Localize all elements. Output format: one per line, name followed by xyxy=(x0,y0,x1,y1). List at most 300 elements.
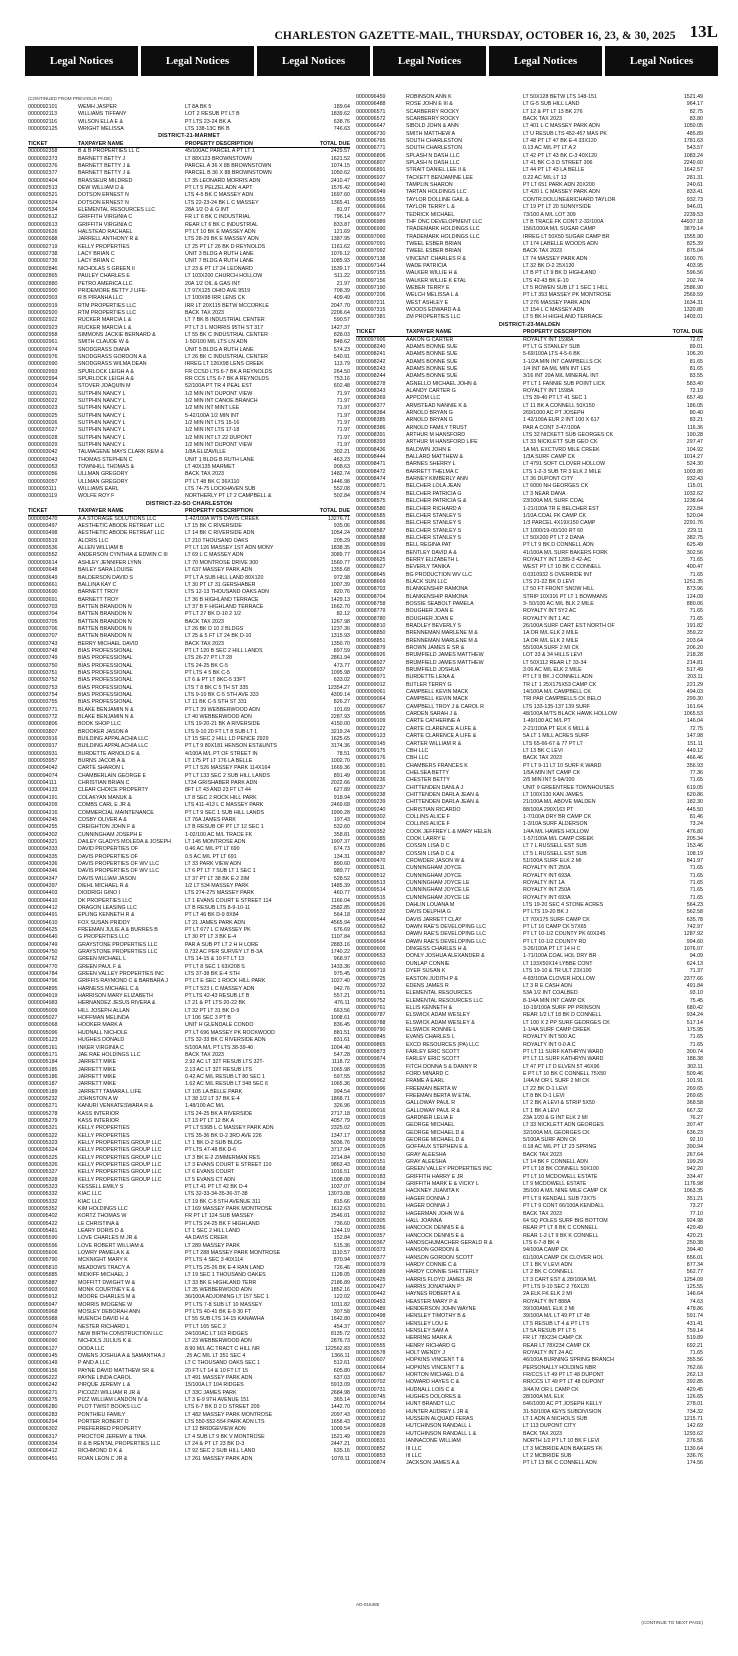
table-row xyxy=(356,1056,703,1063)
ticket-cell: 0000094403 xyxy=(28,890,58,897)
property-cell: 14/100A M/L CAMPBELL CK xyxy=(523,689,591,696)
taxpayer-cell: BURDETTE ARNOLD E & xyxy=(78,750,140,757)
property-cell: 0.22 AC M/L LT 13 xyxy=(523,174,567,181)
table-row xyxy=(356,1027,703,1034)
taxpayer-cell: COSSIN LISA D C & xyxy=(406,850,455,857)
table-row xyxy=(356,1291,703,1298)
table-row xyxy=(28,920,350,927)
total-due-cell: 1107.84 xyxy=(331,934,350,941)
taxpayer-cell: STRAIT DANIEL LEE II & xyxy=(406,167,467,174)
ticket-cell: 0000099788 xyxy=(356,1019,386,1026)
property-cell: REAR 1/2 LT 18 BK D CONNELL xyxy=(523,1012,602,1019)
property-cell: PT LT 8 SEC 1 63X208 S xyxy=(185,963,245,970)
ticket-cell: 0000093917 xyxy=(28,743,58,750)
total-due-cell: 202.74 xyxy=(686,277,703,284)
ticket-cell: 0000093053 xyxy=(28,464,58,471)
property-cell: 1A OR M/L ELK 2 MILE xyxy=(523,637,579,644)
table-row xyxy=(28,163,350,170)
property-cell: IRREG LT 126X98 LENS CREEK xyxy=(185,361,264,368)
ticket-cell: 0000100379 xyxy=(356,1261,386,1268)
property-cell: UNIT 7 BLDG A RUTH LANE xyxy=(185,258,254,265)
ticket-cell: 0000094625 xyxy=(28,927,58,933)
table-row xyxy=(28,876,350,883)
total-due-cell: 276.56 xyxy=(686,1438,703,1445)
ticket-cell: 0000100578 xyxy=(356,1350,386,1357)
ticket-cell: 0000092900 xyxy=(28,287,58,294)
table-row xyxy=(28,846,350,853)
total-due-cell: 1576.42 xyxy=(330,185,350,192)
table-row xyxy=(28,170,350,177)
table-row xyxy=(28,405,350,412)
table-row xyxy=(28,868,350,875)
total-due-cell: 122562.83 xyxy=(324,1345,350,1352)
ticket-cell: 0000099952 xyxy=(356,1070,386,1077)
ticket-cell: 0000095328 xyxy=(28,1176,58,1183)
property-cell: LT 1 BK D-2 SUB BLDG xyxy=(185,1139,242,1146)
total-due-cell: 509.46 xyxy=(686,1070,703,1077)
table-row xyxy=(28,442,350,449)
table-row xyxy=(28,516,350,523)
table-row xyxy=(356,674,703,681)
taxpayer-cell: GALLOWAY PAUL R & xyxy=(406,1107,461,1114)
total-due-cell: 552.08 xyxy=(333,486,350,493)
total-due-cell: 73.24 xyxy=(689,821,703,828)
total-due-cell: 278.01 xyxy=(686,1401,703,1408)
taxpayer-cell: GRAYSTONE PROPERTIES LLC xyxy=(78,949,158,956)
table-row xyxy=(356,1130,703,1137)
ticket-cell: 0000092958 xyxy=(28,331,58,338)
taxpayer-cell: HENSLEY SAM A xyxy=(406,1328,449,1334)
ticket-cell: 0000094347 xyxy=(28,875,58,882)
total-due-cell: 841.97 xyxy=(686,858,703,864)
ticket-cell: 0000096077 xyxy=(28,1330,58,1337)
total-due-cell: 547.28 xyxy=(333,1051,350,1058)
property-cell: LT 50X200 PT LT 2 DANA xyxy=(523,534,585,541)
property-cell: 8FT LT 43 AND 23 FT LT 44 xyxy=(185,787,251,794)
total-due-cell: 5913.09 xyxy=(330,1382,350,1389)
property-cell: TRI PAR CAMPBELLS CK BELO xyxy=(523,696,602,703)
total-due-cell: 1016.51 xyxy=(330,1169,350,1176)
total-due-cell: 1485.39 xyxy=(330,882,350,889)
taxpayer-cell: CROWDER JASON W & xyxy=(406,858,465,864)
taxpayer-cell: ARNOLD FAMILY TRUST xyxy=(406,424,467,431)
property-cell: PT LT 10 MCDOWELL ESTATE xyxy=(523,1173,598,1180)
ticket-cell: 0000096990 xyxy=(356,226,386,233)
taxpayer-cell: GRIFFITH VIRGINIA C xyxy=(78,214,133,221)
table-row xyxy=(356,535,703,542)
property-cell: LTS 19-10 & TR ULT 23X100 xyxy=(523,968,592,975)
ticket-cell: 0000095481 xyxy=(28,1228,58,1235)
property-cell: CONTR.DOLLINE&RICHARD TAYLOR xyxy=(523,196,616,203)
table-row xyxy=(28,942,350,949)
table-row xyxy=(28,1052,350,1059)
ticket-cell: 0000100702 xyxy=(356,1379,386,1386)
taxpayer-cell: TAYLOR DOLLINE GAIL & xyxy=(406,196,469,203)
total-due-cell: 532.60 xyxy=(333,824,350,831)
ticket-cell: 0000100664 xyxy=(356,1364,386,1371)
taxpayer-cell: CBH LLC xyxy=(406,747,429,754)
ticket-cell: 0000095606 xyxy=(28,1250,58,1257)
table-row xyxy=(28,978,350,985)
property-cell: LT 9 MCDOWELL ESTATE xyxy=(523,1181,587,1188)
taxpayer-cell: COOK LARRY E xyxy=(406,835,446,842)
total-due-cell: 1161.62 xyxy=(331,243,350,250)
property-cell: LTS 274-275 MASSEY PARK xyxy=(185,890,255,897)
ticket-cell: 0000092373 xyxy=(28,155,58,162)
taxpayer-cell: COLLINS ALICE F xyxy=(406,821,450,828)
total-due-cell: 908.63 xyxy=(333,464,350,471)
taxpayer-cell: GREEN VALLEY PROPERTIES INC xyxy=(406,1166,492,1173)
taxpayer-cell: CREIGHTON JOHN F & xyxy=(78,824,136,831)
table-row xyxy=(28,1309,350,1316)
property-cell: 5-42/100A 1/2 MIN INT xyxy=(185,412,240,419)
ticket-cell: 0000100183 xyxy=(356,1173,386,1180)
ticket-cell: 0000097092 xyxy=(356,248,386,255)
taxpayer-cell: WOODS EDWARD A & xyxy=(406,306,461,313)
ticket-cell: 0000096730 xyxy=(356,130,386,137)
ticket-cell: 0000100292 xyxy=(356,1210,386,1217)
ticket-cell: 0000093755 xyxy=(28,699,58,706)
total-due-cell: 191.82 xyxy=(686,623,703,629)
ticket-cell: 0000100427 xyxy=(356,1283,386,1290)
total-due-cell: 4565.94 xyxy=(330,919,350,926)
table-row xyxy=(356,1233,703,1240)
ticket-cell: 0000095123 xyxy=(28,1037,58,1044)
taxpayer-cell: COMMERCIAL MAINTENANCE xyxy=(78,809,154,816)
total-due-cell: 620.86 xyxy=(686,791,703,798)
property-cell: IRREG LT 50X50 SUGAR CAMP BR xyxy=(523,233,610,240)
ticket-cell: 0000094410 xyxy=(28,897,58,904)
table-row xyxy=(356,1034,703,1041)
table-row xyxy=(356,1394,703,1401)
taxpayer-cell: SCARBERRY ROCKY xyxy=(406,116,460,123)
taxpayer-cell: BELCHER STANLEY S xyxy=(406,534,462,541)
ticket-cell: 0000099175 xyxy=(356,747,386,754)
taxpayer-cell: TRADEMARK HOLDINGS LLC xyxy=(406,233,480,240)
ticket-cell: 0000097206 xyxy=(356,292,386,299)
total-due-cell: 104.92 xyxy=(686,446,703,453)
taxpayer-cell: COLLINS ALICE F xyxy=(406,813,450,820)
property-cell: 46/100A BURNING SPRING BRANCH xyxy=(523,1357,614,1364)
property-cell: LT 13 BK C LEVI xyxy=(523,747,563,754)
taxpayer-cell: GREEN MICHAEL L xyxy=(78,956,127,963)
taxpayer-cell: BALLINA KAY C xyxy=(78,581,117,588)
taxpayer-cell: BLANKENSHIP RAMONA xyxy=(406,586,468,593)
ticket-cell: 0000096571 xyxy=(356,108,386,115)
ticket-cell: 0000098240 xyxy=(356,343,386,350)
total-due-cell: 73.27 xyxy=(689,1203,703,1210)
total-due-cell: 101.91 xyxy=(686,1078,703,1085)
total-due-cell: 147.98 xyxy=(686,733,703,740)
table-row xyxy=(28,699,350,706)
total-due-cell: 1085.93 xyxy=(330,258,350,265)
ticket-cell: 0000092739 xyxy=(28,258,58,265)
ticket-cell: 0000094209 xyxy=(28,802,58,809)
taxpayer-cell: KORTZ THOMAS W xyxy=(78,1213,127,1220)
property-cell: FR LT 78X234 CAMP CK xyxy=(523,1335,583,1342)
total-due-cell: 1095.98 xyxy=(330,669,350,676)
property-cell: 1-7/100A DRY BR CAMP CK xyxy=(523,813,592,820)
property-cell: 26/100A SURF CART EST NORTH OF xyxy=(523,623,615,629)
total-due-cell: 605.80 xyxy=(333,1367,350,1374)
taxpayer-cell: BIAS PROFESSIONAL xyxy=(78,655,133,662)
ticket-cell: 0000095187 xyxy=(28,1081,58,1088)
total-due-cell: 676.69 xyxy=(333,927,350,933)
taxpayer-cell: FREEMAN JULIE A & BURRES B xyxy=(78,927,158,933)
property-cell: REAR PT LT 8 BK C CONNELL xyxy=(523,1225,598,1232)
table-row xyxy=(356,550,703,557)
total-due-cell: 2469.68 xyxy=(330,802,350,809)
table-row xyxy=(356,1269,703,1276)
total-due-cell: 1347.17 xyxy=(330,1132,350,1139)
ticket-cell: 0000096412 xyxy=(28,1448,58,1455)
property-cell: LT 41 BK C-3 D STREET 306 xyxy=(523,160,593,167)
taxpayer-cell: GOFFAUX STEPHEN E & xyxy=(406,1144,468,1151)
taxpayer-cell: HAGER DONNA J xyxy=(406,1195,450,1202)
table-row xyxy=(356,946,703,953)
taxpayer-cell: ROBINSON ANN K xyxy=(406,94,452,100)
table-row xyxy=(28,1360,350,1367)
table-row xyxy=(356,1379,703,1386)
taxpayer-cell: GREEN VALLEY PROPERTIES INC xyxy=(78,971,164,978)
taxpayer-cell: MEADOWS TRACY A xyxy=(78,1264,130,1271)
property-cell: PERSONALLY HOLDING NBR xyxy=(523,1364,597,1371)
taxpayer-cell: SPURLOCK LEIGH A & xyxy=(78,368,134,375)
total-due-cell: 199.29 xyxy=(686,1159,703,1166)
taxpayer-cell: BROWN JAMES E SR & xyxy=(406,645,465,652)
masthead-title: CHARLESTON GAZETTE-MAIL, THURSDAY, OCTOBER 16, 23, & 30, 2025 xyxy=(274,30,676,42)
taxpayer-cell: BURNS JACOB A & xyxy=(78,758,126,765)
table-row xyxy=(356,1365,703,1372)
ticket-cell: 0000095096 xyxy=(28,1029,58,1036)
ticket-cell: 0000098780 xyxy=(356,615,386,622)
total-due-cell: 946.01 xyxy=(686,204,703,211)
ticket-cell: 0000099653 xyxy=(356,953,386,960)
table-row xyxy=(28,1089,350,1096)
property-cell: LT B TRACE FK CONT 2-32/100A xyxy=(523,218,604,225)
ticket-cell: 0000093648 xyxy=(28,567,58,574)
taxpayer-cell: DAVIS WILLIAM JASON xyxy=(78,875,136,882)
table-row xyxy=(356,1335,703,1342)
table-row xyxy=(356,182,703,189)
total-due-cell: 71.97 xyxy=(336,390,350,397)
table-row xyxy=(28,236,350,243)
property-cell: 1.48/100 AC M/L xyxy=(185,1103,225,1110)
taxpayer-cell: DYER SUSAN K xyxy=(406,968,446,975)
taxpayer-cell: SUTPHIN NANCY L xyxy=(78,390,126,397)
property-cell: LT 42 PT LT 43 BK C-3 40X120 xyxy=(523,152,598,159)
total-due-cell: 574.23 xyxy=(333,346,350,353)
table-row xyxy=(28,1081,350,1088)
property-cell: LT 92 SEC 2 SUB HILL LAND xyxy=(185,1448,256,1455)
table-row xyxy=(356,167,703,174)
ticket-cell: 0000093690 xyxy=(28,589,58,596)
table-row xyxy=(356,498,703,505)
taxpayer-cell: SIBOLD JOHN & ANN xyxy=(406,123,459,130)
table-row xyxy=(356,711,703,718)
total-due-cell: 269.65 xyxy=(686,1085,703,1092)
property-cell: LT 15 BK C RIVERSIDE xyxy=(185,523,242,530)
ticket-cell: 0000100289 xyxy=(356,1195,386,1202)
table-row xyxy=(28,773,350,780)
taxpayer-cell: BELCHER LOLA JEAN xyxy=(406,483,461,490)
property-cell: PARCEL B 36 X 88 BROWNSTOWN xyxy=(185,170,272,177)
ticket-cell: 0000098242 xyxy=(356,358,386,365)
property-cell: PT LT A SUB HILL LAND 80X120 xyxy=(185,574,264,581)
table-row xyxy=(356,395,703,402)
property-cell: PT LT 48 BK C 36X110 xyxy=(185,478,240,485)
property-cell: 35/100 A M/L NINE MILE CAMP CK xyxy=(523,1188,608,1195)
property-cell: PT LT 9 BK D CONNELL ADN xyxy=(523,542,594,549)
total-due-cell: 1238.64 xyxy=(683,498,703,505)
ticket-cell: 0000100291 xyxy=(356,1203,386,1210)
table-row xyxy=(356,314,703,321)
property-cell: 1/2 MIN INT CANOE BRANCH xyxy=(185,398,258,404)
ticket-cell: 0000098627 xyxy=(356,564,386,571)
property-cell: WEST PT LT 10 BK C CONNELL xyxy=(523,564,602,571)
table-row xyxy=(28,229,350,236)
property-cell: LT C THOUSAND OAKS SEC 1 xyxy=(185,1360,261,1367)
property-cell: 73/100 A M/L LOT 309 xyxy=(523,211,576,218)
table-row xyxy=(28,898,350,905)
table-row xyxy=(28,1067,350,1074)
total-due-cell: 299.30 xyxy=(686,696,703,703)
property-cell: LT 482 MASSEY PARK MONTROSE xyxy=(185,1411,273,1418)
ticket-cell: 0000095968 xyxy=(28,1308,58,1315)
total-due-cell: 583.40 xyxy=(686,380,703,387)
property-cell: 1/2 MIN INT MINT LEE xyxy=(185,405,240,412)
total-due-cell: 1697.60 xyxy=(330,192,350,199)
table-row xyxy=(28,663,350,670)
total-due-cell: 1004.40 xyxy=(330,1044,350,1051)
property-cell: LT 175 PT LT 176 LA BELLE xyxy=(185,758,253,765)
total-due-cell: 264.50 xyxy=(333,368,350,375)
taxpayer-cell: CHITTENDEN DANLA J xyxy=(406,784,464,791)
total-due-cell: 1907.37 xyxy=(330,838,350,845)
table-row xyxy=(28,1441,350,1448)
taxpayer-cell: AAKON G CARTER xyxy=(406,336,454,343)
property-cell: BACK TAX 2023 xyxy=(523,1210,562,1217)
table-row xyxy=(28,1434,350,1441)
total-due-cell: 21.97 xyxy=(336,280,350,287)
ticket-cell: 0000093042 xyxy=(28,449,58,456)
total-due-cell: 125.55 xyxy=(686,1283,703,1290)
property-cell: 41/100A M/L SURF BAKERS FORK xyxy=(523,549,608,556)
total-due-cell: 82.75 xyxy=(689,108,703,115)
property-cell: LT 7 L RUSSELL EST SUB xyxy=(523,843,587,850)
total-due-cell: 1446.98 xyxy=(330,478,350,485)
table-row xyxy=(356,557,703,564)
table-row xyxy=(356,1196,703,1203)
total-due-cell: 81.46 xyxy=(689,813,703,820)
total-due-cell: 82.12 xyxy=(336,611,350,618)
table-row xyxy=(28,1228,350,1235)
ticket-cell: 0000099387 xyxy=(356,850,386,857)
ticket-cell: 0000092613 xyxy=(28,221,58,228)
table-row xyxy=(356,226,703,233)
total-due-cell: 1365.41 xyxy=(330,199,350,206)
total-due-cell: 597.55 xyxy=(333,1073,350,1080)
table-row xyxy=(28,178,350,185)
property-cell: ROYALTY INT 1598A xyxy=(523,336,574,343)
ticket-cell: 0000092521 xyxy=(28,192,58,199)
total-due-cell: 250.38 xyxy=(686,1239,703,1246)
taxpayer-cell: WOLFE ROY F xyxy=(78,493,115,500)
table-row xyxy=(356,1372,703,1379)
taxpayer-cell: ADAMS BONNE SUE xyxy=(406,365,458,372)
ticket-cell: 0000092993 xyxy=(28,368,58,375)
ticket-cell: 0000093023 xyxy=(28,405,58,412)
property-cell: 0.0310932 S OVERRIDE INT xyxy=(523,571,593,578)
property-cell: LT 637 MASSEY PARK ADN xyxy=(185,567,253,574)
table-row xyxy=(28,1221,350,1228)
table-row xyxy=(356,204,703,211)
property-cell: ROYALTY INT 0-0 A C xyxy=(523,1041,576,1048)
taxpayer-cell: ADAMS BONNE SUE xyxy=(406,373,458,380)
property-cell: 1/2 MIN INT DUPONT VIEW xyxy=(185,442,253,449)
ticket-cell: 0000100507 xyxy=(356,1320,386,1327)
taxpayer-cell: BUILDING APPALACHIA LLC xyxy=(78,743,148,750)
table-row xyxy=(28,949,350,956)
taxpayer-cell: SUTPHIN NANCY L xyxy=(78,442,126,449)
table-row xyxy=(28,1390,350,1397)
total-due-cell: 9863.43 xyxy=(330,1162,350,1168)
table-row xyxy=(356,1431,703,1438)
ticket-cell: 0000096222 xyxy=(28,1374,58,1381)
taxpayer-cell: WADE PATRICIA xyxy=(406,262,447,269)
table-row xyxy=(356,403,703,410)
total-due-cell: 1852.16 xyxy=(330,1286,350,1293)
ticket-cell: 0000094796 xyxy=(28,978,58,985)
table-row xyxy=(28,611,350,618)
taxpayer-cell: CUNNINGHAM JOYCE LE xyxy=(406,894,470,901)
table-row xyxy=(28,714,350,721)
taxpayer-cell: HALL JOANNA xyxy=(406,1217,443,1224)
property-cell: 64 SQ POLES SURF BIG BOTTOM xyxy=(523,1217,608,1224)
ticket-cell: 0000093536 xyxy=(28,545,58,552)
property-cell: LTS 32-33-34-35-36-37-38 xyxy=(185,1191,248,1198)
ticket-cell: 0000093691 xyxy=(28,596,58,603)
total-due-cell: 2239.53 xyxy=(683,211,703,218)
total-due-cell: 390.94 xyxy=(686,1144,703,1151)
taxpayer-cell: TACKETT BENJAMINE LEE xyxy=(406,174,473,181)
total-due-cell: 828.03 xyxy=(333,331,350,338)
total-due-cell: 708.39 xyxy=(333,287,350,294)
column-header xyxy=(28,141,350,149)
table-row xyxy=(356,1387,703,1394)
taxpayer-cell: DUNLAP CONNIE xyxy=(406,960,450,967)
total-due-cell: 71.65 xyxy=(689,1034,703,1041)
table-row xyxy=(28,890,350,897)
column-header xyxy=(356,329,703,337)
taxpayer-cell: DIEHL MICHAEL R & xyxy=(78,882,129,889)
property-cell: LT 3 E-9 9TH AVENUE 151 xyxy=(185,1397,250,1403)
table-row xyxy=(356,704,703,711)
property-cell: LT 6000 NH GEORGES CK xyxy=(523,483,589,490)
ticket-cell: 0000100731 xyxy=(356,1386,386,1393)
ticket-cell: 0000097381 xyxy=(356,314,386,321)
total-due-cell: 638.76 xyxy=(333,118,350,125)
taxpayer-cell: CARTE CLARENCE A LIFE & xyxy=(406,725,477,732)
taxpayer-cell: FRAME A EARL xyxy=(406,1078,445,1085)
taxpayer-cell: DOTSON ERNEST N xyxy=(78,199,129,206)
taxpayer-cell: GRIFFITH VIRGINIA C xyxy=(78,221,133,228)
table-row xyxy=(28,207,350,214)
property-cell: LTS 9-10 20 FT LT 8 SUB LT 1 xyxy=(185,728,258,735)
total-due-cell: 1176.98 xyxy=(684,1181,703,1188)
property-cell: 55/100A SURF 2 MI CK xyxy=(523,645,579,652)
ticket-cell: 0000099304 xyxy=(356,821,386,828)
